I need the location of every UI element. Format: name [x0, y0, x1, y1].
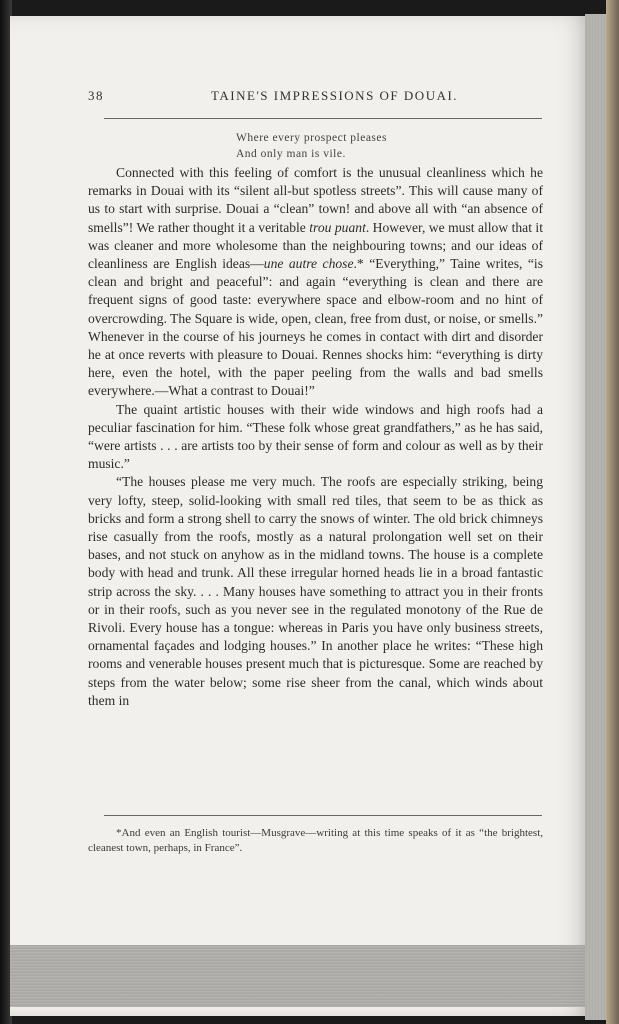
running-title: TAINE'S IMPRESSIONS OF DOUAI. [211, 88, 459, 103]
paragraph [88, 473, 543, 710]
text-span: Connected with this feeling of comfort is the unusual cleanliness which he remarks in Douai with its “silent all-but spotless streets”. This will cause many of us to start with surprise. Douai a “clean” town! and above all with “an absence of smells”! We rather thought it a veritable [88, 165, 543, 235]
paragraph [88, 401, 543, 474]
footnote-rule [104, 815, 542, 816]
text-span: .* “Everything,” Taine writes, “is clean and bright and peaceful”: and again “everything is clean and there are frequent signs of good taste: everywhere space and elbow-room and no hint of overcrowding. The Square is wide, open, clean, free from dust, or noise, or smells.” Whenever in the course of his journeys he comes in contact with dirt and disorder he at once reverts with pleasure to Douai. Rennes shocks him: “everything is dirty here, even the hotel, with the paper peeling from the walls and bad smells everywhere.—What a contrast to Douai!” [88, 256, 544, 399]
header-rule [104, 118, 542, 119]
verse-line: And only man is vile. [236, 148, 346, 160]
text-span: . However, we must allow that it was cleaner and more wholesome than the neighbouring towns; and our ideas of cleanliness are English ideas— [88, 219, 543, 272]
page-number: 38 [88, 88, 104, 103]
page-stack-bottom [10, 945, 590, 1007]
running-header [88, 88, 528, 108]
text-span: The quaint artistic houses with their wide windows and high roofs had a peculiar fascination for him. “These folk whose great grandfathers,” as he has said, “were artists . . . are artists too by their sense of form and colour as well as by their music.” [88, 401, 543, 472]
verse-line: Where every prospect pleases [236, 132, 387, 144]
text-span: “The houses please me very much. The roofs are especially striking, being very lofty, steep, solid-looking with small red tiles, that seem to be as thick as bricks and form a strong shell to carry the snows of winter. The old brick chimneys rise casually from the roofs, mostly as a natural prolongation well set on their bases, and not stuck on anyhow as in the midland towns. The house is a complete body with head and trunk. All these irregular horned heads lie in a broad fantastic strip across the sky. . . . Many houses have something to attract you in their fronts or in their roofs, such as you never see in the regulated monotony of the Rue de Rivoli. Every house has a tongue: whereas in Paris you have only business streets, ornamental façades and lodging houses.” In another place he writes: “These high rooms and venerable houses present much that is picturesque. Some are reached by steps from the water below; some rise sheer from the canal, which winds about them in [88, 474, 543, 708]
body-text [88, 164, 543, 710]
italic-phrase: trou puant [309, 219, 366, 235]
footnote-text: *And even an English tourist—Musgrave—writing at this time speaks of it as “the brightest, cleanest town, perhaps, in France”. [88, 827, 543, 854]
verse-quote [236, 130, 456, 162]
paragraph [88, 164, 543, 401]
footnote [88, 826, 543, 856]
italic-phrase: une autre chose [263, 256, 354, 272]
book-cover-edge [606, 0, 619, 1024]
